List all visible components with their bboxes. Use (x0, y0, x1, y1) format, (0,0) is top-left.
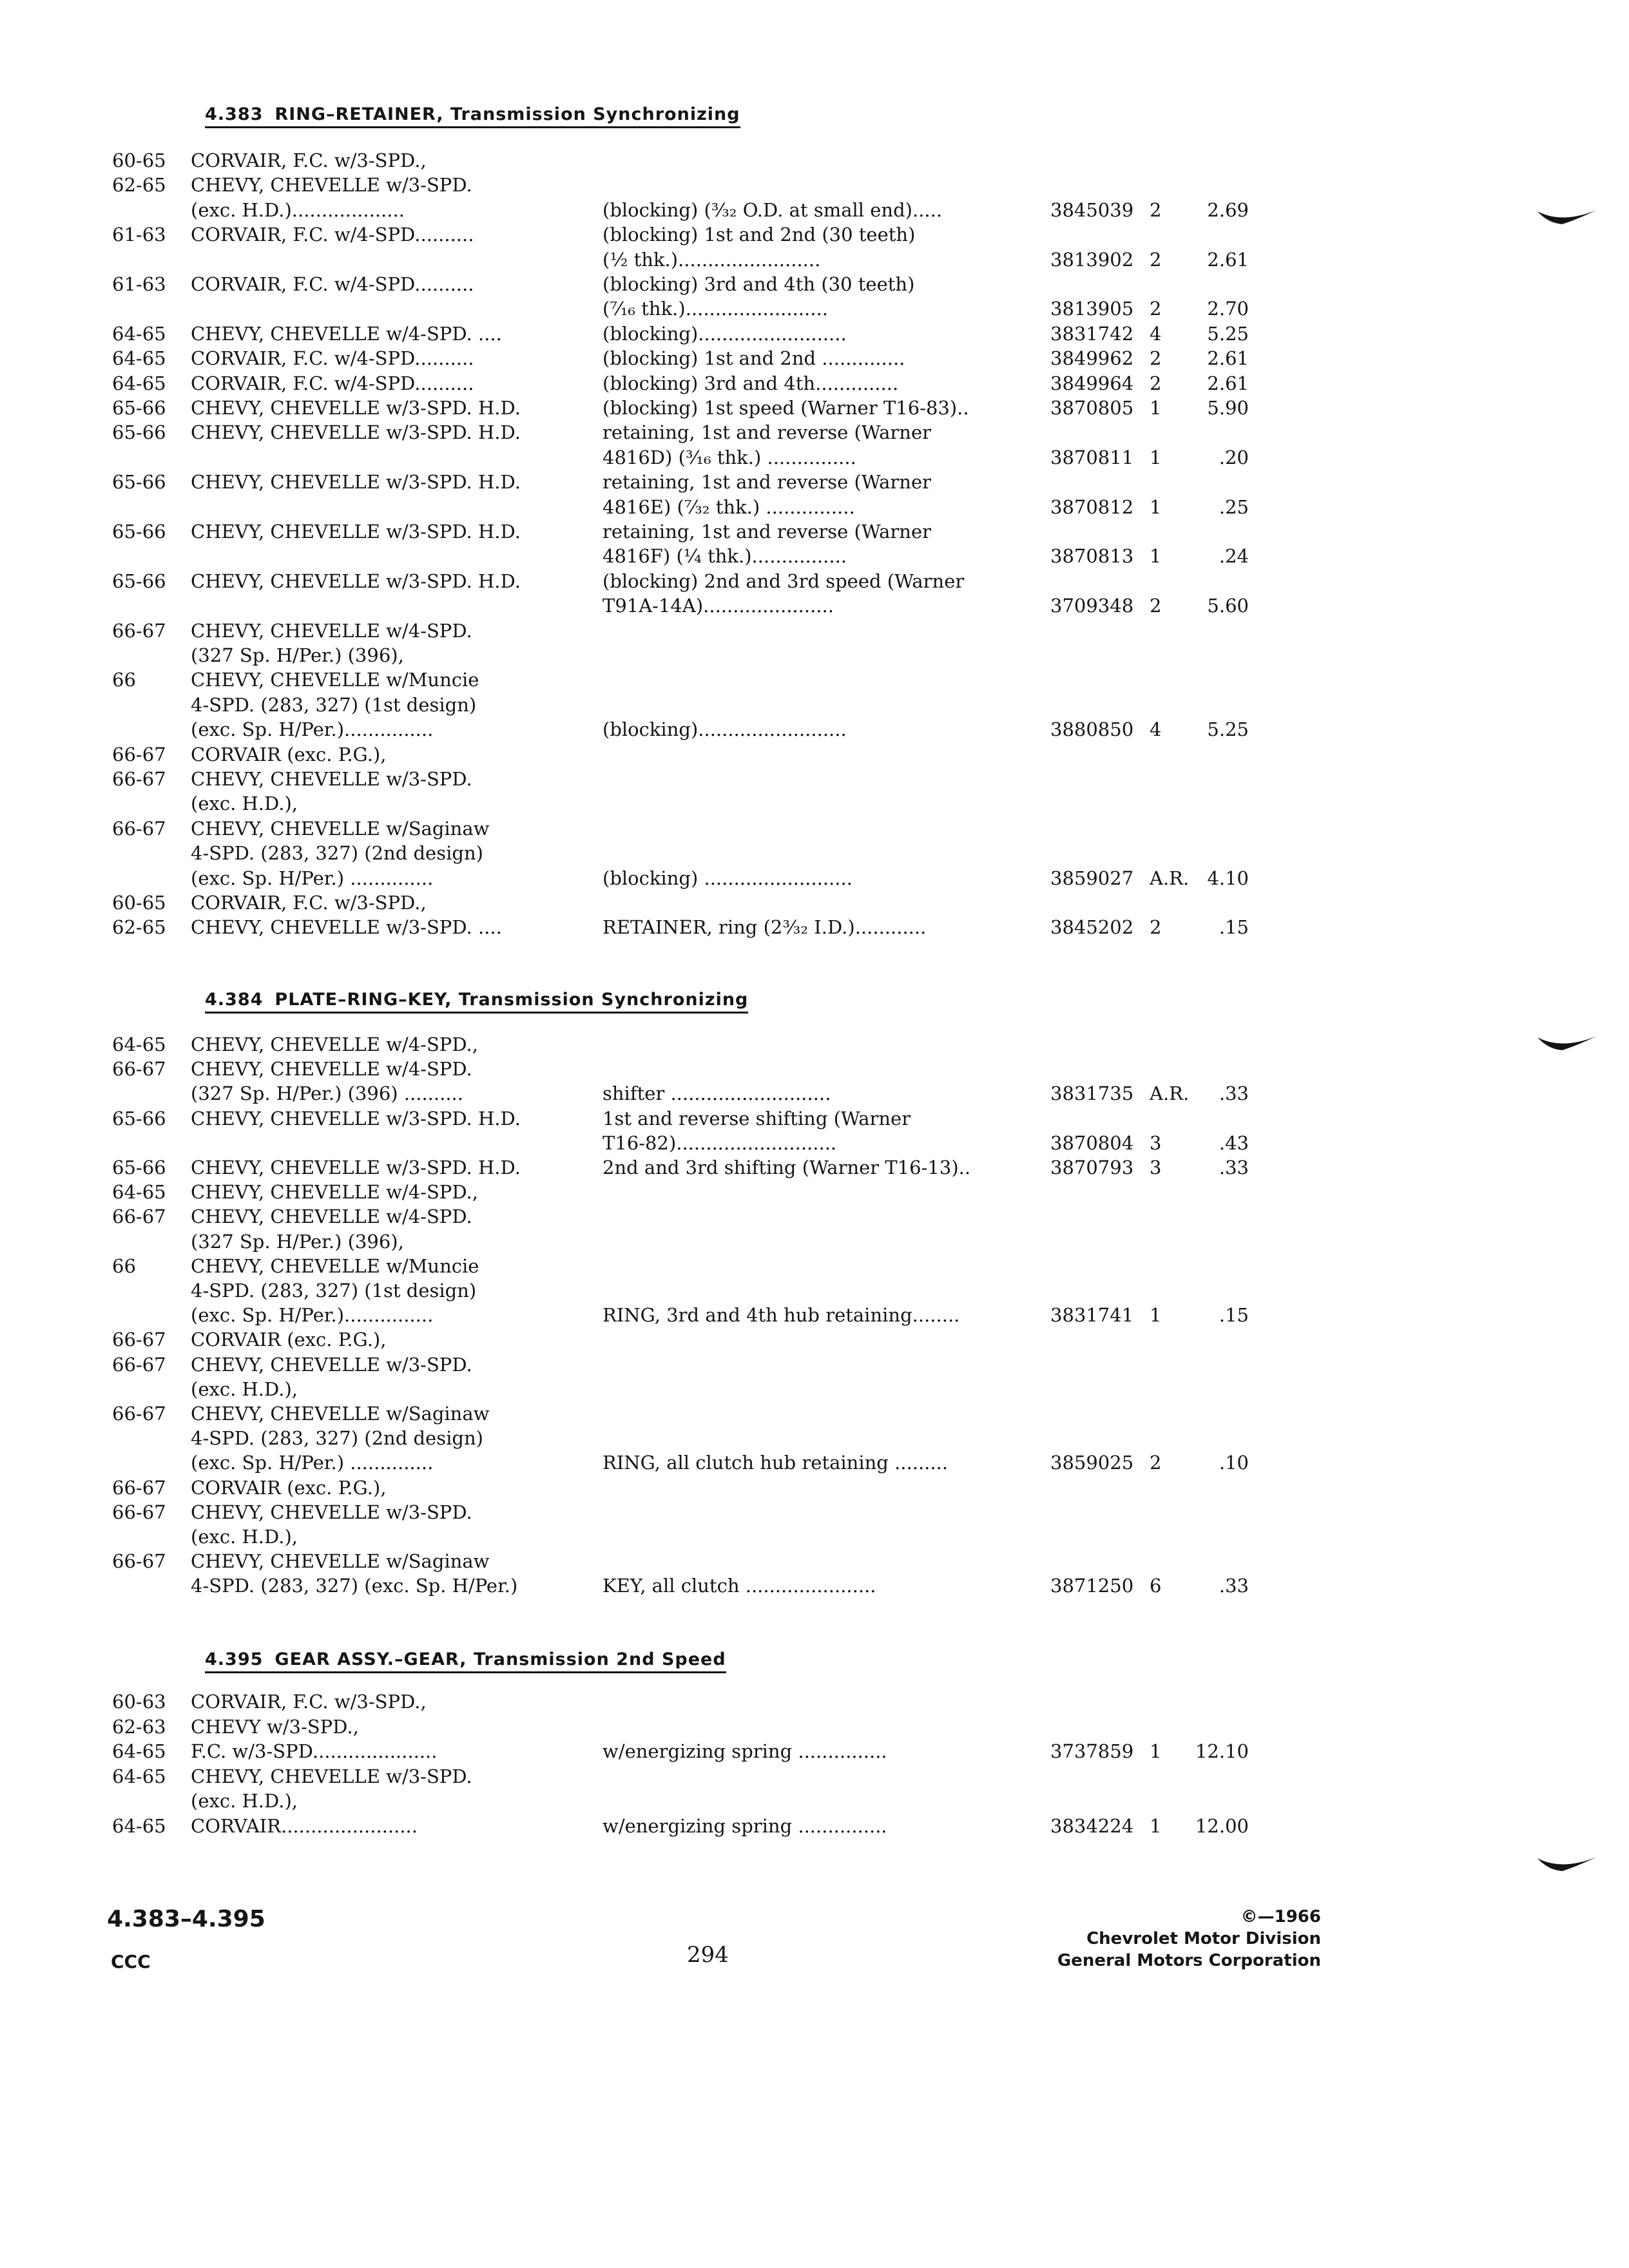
description: (blocking)......................... (602, 323, 847, 345)
description: w/energizing spring ............... (602, 1740, 887, 1762)
price: 2.61 (1207, 347, 1249, 369)
catalog-line (0, 668, 1249, 692)
price: .24 (1219, 545, 1249, 567)
section-heading-4-383 (205, 104, 740, 128)
quantity: 1 (1150, 496, 1162, 518)
catalog-line (0, 1032, 1249, 1057)
year: 64-65 (112, 1740, 166, 1762)
section-subtitle: Transmission 2nd Speed (473, 1649, 726, 1669)
model: CORVAIR, F.C. w/4-SPD.......... (191, 273, 474, 295)
catalog-line (0, 1739, 1249, 1763)
model: CHEVY, CHEVELLE w/Muncie (191, 669, 479, 691)
quantity: 2 (1150, 298, 1162, 320)
part-number: 3870793 (1050, 1157, 1134, 1178)
catalog-line (0, 767, 1249, 791)
binder-mark-1 (1536, 207, 1598, 227)
year: 65-66 (112, 471, 166, 493)
description: 4816F) (¼ thk.)................ (602, 545, 847, 567)
section-subtitle: Transmission Synchronizing (450, 104, 740, 124)
year: 62-63 (112, 1716, 166, 1738)
catalog-line (0, 693, 1249, 717)
model: CHEVY, CHEVELLE w/4-SPD. (191, 1058, 472, 1080)
quantity: 1 (1150, 397, 1162, 419)
quantity: 2 (1150, 199, 1162, 221)
catalog-line (0, 791, 1249, 816)
catalog-line (0, 742, 1249, 767)
description: KEY, all clutch ...................... (602, 1575, 876, 1597)
quantity: 6 (1150, 1575, 1162, 1597)
price: .33 (1219, 1575, 1249, 1597)
catalog-line (0, 1303, 1249, 1327)
quantity: 1 (1150, 545, 1162, 567)
model: CHEVY, CHEVELLE w/3-SPD. (191, 1501, 472, 1523)
price: 2.61 (1207, 249, 1249, 271)
catalog-line (0, 593, 1249, 618)
year: 64-65 (112, 347, 166, 369)
model: CORVAIR, F.C. w/3-SPD., (191, 149, 427, 171)
catalog-line (0, 1573, 1249, 1598)
section-title: PLATE–RING–KEY, (275, 990, 452, 1010)
price: .33 (1219, 1157, 1249, 1178)
year: 61-63 (112, 224, 166, 245)
part-number: 3831742 (1050, 323, 1134, 345)
price: 12.00 (1195, 1815, 1249, 1837)
description: RING, all clutch hub retaining ......... (602, 1452, 949, 1474)
model: CHEVY w/3-SPD., (191, 1716, 359, 1738)
catalog-line (0, 445, 1249, 470)
catalog-line (0, 1715, 1249, 1739)
model: (exc. H.D.), (191, 793, 298, 814)
description: RETAINER, ring (2³⁄₃₂ I.D.)............ (602, 916, 927, 938)
quantity: 4 (1150, 323, 1162, 345)
catalog-line (0, 371, 1249, 396)
description: 4816D) (³⁄₁₆ thk.) ............... (602, 447, 856, 468)
price: .15 (1219, 1304, 1249, 1326)
quantity: 1 (1150, 447, 1162, 468)
catalog-line (0, 222, 1249, 247)
part-number: 3813902 (1050, 249, 1134, 271)
model: CHEVY, CHEVELLE w/3-SPD. (191, 768, 472, 790)
description: T16-82)........................... (602, 1132, 837, 1154)
catalog-line (0, 148, 1249, 173)
year: 64-65 (112, 372, 166, 394)
model: (exc. Sp. H/Per.) .............. (191, 1452, 434, 1474)
price: 4.10 (1207, 867, 1249, 889)
model: CHEVY, CHEVELLE w/3-SPD. (191, 174, 472, 196)
price: 2.69 (1207, 199, 1249, 221)
description: (⁷⁄₁₆ thk.)........................ (602, 298, 828, 320)
section-title: GEAR ASSY.–GEAR, (275, 1649, 467, 1669)
year: 66 (112, 1255, 136, 1277)
model: CHEVY, CHEVELLE w/3-SPD. H.D. (191, 471, 521, 493)
catalog-line (0, 569, 1249, 593)
quantity: 1 (1150, 1740, 1162, 1762)
part-number: 3870812 (1050, 496, 1134, 518)
section-title: RING–RETAINER, (275, 104, 444, 124)
catalog-line (0, 816, 1249, 841)
model: CORVAIR, F.C. w/3-SPD., (191, 1691, 427, 1713)
model: F.C. w/3-SPD..................... (191, 1740, 438, 1762)
year: 66-67 (112, 1501, 166, 1523)
part-number: 3859027 (1050, 867, 1134, 889)
part-number: 3831735 (1050, 1082, 1134, 1104)
section-subtitle: Transmission Synchronizing (458, 990, 749, 1010)
price: 5.90 (1207, 397, 1249, 419)
catalog-line (0, 519, 1249, 544)
quantity: 2 (1150, 916, 1162, 938)
part-number: 3813905 (1050, 298, 1134, 320)
catalog-line (0, 1475, 1249, 1500)
year: 60-63 (112, 1691, 166, 1713)
year: 66-67 (112, 818, 166, 840)
model: CHEVY, CHEVELLE w/4-SPD., (191, 1181, 478, 1203)
year: 62-65 (112, 916, 166, 938)
quantity: A.R. (1150, 867, 1190, 889)
catalog-line (0, 1426, 1249, 1450)
description: retaining, 1st and reverse (Warner (602, 421, 931, 443)
part-number: 3870804 (1050, 1132, 1134, 1154)
footer-corporation: General Motors Corporation (1057, 1951, 1321, 1970)
quantity: 2 (1150, 1452, 1162, 1474)
description: (blocking) ......................... (602, 867, 853, 889)
price: .15 (1219, 916, 1249, 938)
description: 1st and reverse shifting (Warner (602, 1108, 911, 1129)
year: 66-67 (112, 744, 166, 765)
catalog-line (0, 1789, 1249, 1813)
catalog-line (0, 717, 1249, 742)
model: (exc. Sp. H/Per.)............... (191, 718, 434, 740)
price: .10 (1219, 1452, 1249, 1474)
model: CHEVY, CHEVELLE w/3-SPD. (191, 1765, 472, 1787)
catalog-line (0, 643, 1249, 668)
model: 4-SPD. (283, 327) (1st design) (191, 1280, 477, 1302)
description: RING, 3rd and 4th hub retaining........ (602, 1304, 960, 1326)
catalog-line (0, 420, 1249, 445)
year: 66-67 (112, 1058, 166, 1080)
model: (327 Sp. H/Per.) (396), (191, 644, 404, 666)
model: CHEVY, CHEVELLE w/Saginaw (191, 818, 490, 840)
description: w/energizing spring ............... (602, 1815, 887, 1837)
part-number: 3831741 (1050, 1304, 1134, 1326)
year: 66-67 (112, 768, 166, 790)
price: 5.25 (1207, 718, 1249, 740)
part-number: 3871250 (1050, 1575, 1134, 1597)
model: 4-SPD. (283, 327) (1st design) (191, 694, 477, 716)
model: CHEVY, CHEVELLE w/4-SPD. (191, 1206, 472, 1227)
footer-range: 4.383–4.395 (107, 1906, 265, 1932)
catalog-line (0, 1814, 1249, 1838)
description: (½ thk.)........................ (602, 249, 821, 271)
quantity: 1 (1150, 1815, 1162, 1837)
catalog-line (0, 470, 1249, 494)
catalog-line (0, 841, 1249, 865)
part-number: 3845202 (1050, 916, 1134, 938)
catalog-line (0, 1278, 1249, 1303)
model: CHEVY, CHEVELLE w/Saginaw (191, 1550, 490, 1572)
quantity: 4 (1150, 718, 1162, 740)
part-number: 3870805 (1050, 397, 1134, 419)
binder-mark-2 (1536, 1033, 1598, 1053)
part-number: 3834224 (1050, 1815, 1134, 1837)
catalog-line (0, 198, 1249, 222)
year: 60-65 (112, 149, 166, 171)
quantity: 3 (1150, 1157, 1162, 1178)
model: CHEVY, CHEVELLE w/Muncie (191, 1255, 479, 1277)
description: (blocking) 1st and 2nd (30 teeth) (602, 224, 916, 245)
price: 5.60 (1207, 595, 1249, 617)
model: CHEVY, CHEVELLE w/3-SPD. H.D. (191, 421, 521, 443)
model: CHEVY, CHEVELLE w/4-SPD. .... (191, 323, 502, 345)
model: CHEVY, CHEVELLE w/3-SPD. H.D. (191, 1108, 521, 1129)
year: 64-65 (112, 1033, 166, 1055)
catalog-line (0, 1254, 1249, 1278)
part-number: 3880850 (1050, 718, 1134, 740)
catalog-line (0, 396, 1249, 420)
catalog-line (0, 619, 1249, 643)
description: (blocking) 2nd and 3rd speed (Warner (602, 570, 965, 592)
catalog-line (0, 1450, 1249, 1475)
catalog-line (0, 1204, 1249, 1229)
model: (exc. H.D.)................... (191, 199, 405, 221)
price: .33 (1219, 1082, 1249, 1104)
part-number: 3870811 (1050, 447, 1134, 468)
description: (blocking) 1st and 2nd .............. (602, 347, 905, 369)
quantity: A.R. (1150, 1082, 1190, 1104)
quantity: 2 (1150, 249, 1162, 271)
section-number: 4.384 (205, 990, 264, 1010)
part-number: 3870813 (1050, 545, 1134, 567)
catalog-line (0, 890, 1249, 915)
description: retaining, 1st and reverse (Warner (602, 521, 931, 543)
catalog-line (0, 1549, 1249, 1573)
page-number: 294 (687, 1942, 729, 1968)
price: 2.70 (1207, 298, 1249, 320)
model: CORVAIR (exc. P.G.), (191, 744, 387, 765)
model: (exc. Sp. H/Per.) .............. (191, 867, 434, 889)
footer-copyright: ©—1966 (1240, 1907, 1321, 1927)
model: CHEVY, CHEVELLE w/3-SPD. H.D. (191, 521, 521, 543)
part-number: 3709348 (1050, 595, 1134, 617)
catalog-line (0, 1131, 1249, 1155)
model: CORVAIR (exc. P.G.), (191, 1477, 387, 1499)
model: (exc. H.D.), (191, 1378, 298, 1400)
catalog-line (0, 296, 1249, 321)
model: CHEVY, CHEVELLE w/4-SPD. (191, 620, 472, 642)
year: 66-67 (112, 1403, 166, 1425)
model: CHEVY, CHEVELLE w/3-SPD. H.D. (191, 397, 521, 419)
model: CHEVY, CHEVELLE w/Saginaw (191, 1403, 490, 1425)
catalog-line (0, 1155, 1249, 1180)
model: CORVAIR....................... (191, 1815, 418, 1837)
description: (blocking)......................... (602, 718, 847, 740)
model: (327 Sp. H/Per.) (396), (191, 1231, 404, 1253)
price: .25 (1219, 496, 1249, 518)
catalog-line (0, 1106, 1249, 1131)
price: .43 (1219, 1132, 1249, 1154)
year: 65-66 (112, 421, 166, 443)
year: 66 (112, 669, 136, 691)
part-number: 3849964 (1050, 372, 1134, 394)
part-number: 3737859 (1050, 1740, 1134, 1762)
year: 61-63 (112, 273, 166, 295)
year: 65-66 (112, 570, 166, 592)
model: 4-SPD. (283, 327) (2nd design) (191, 1427, 483, 1449)
year: 64-65 (112, 1815, 166, 1837)
price: 5.25 (1207, 323, 1249, 345)
description: (blocking) (³⁄₃₂ O.D. at small end)..... (602, 199, 943, 221)
year: 64-65 (112, 323, 166, 345)
model: (exc. H.D.), (191, 1790, 298, 1812)
year: 64-65 (112, 1765, 166, 1787)
quantity: 2 (1150, 347, 1162, 369)
year: 62-65 (112, 174, 166, 196)
catalog-line (0, 544, 1249, 568)
model: CHEVY, CHEVELLE w/3-SPD. .... (191, 916, 502, 938)
catalog-line (0, 1229, 1249, 1254)
year: 66-67 (112, 1329, 166, 1350)
catalog-line (0, 1327, 1249, 1352)
year: 65-66 (112, 1157, 166, 1178)
catalog-line (0, 247, 1249, 272)
part-number: 3849962 (1050, 347, 1134, 369)
quantity: 3 (1150, 1132, 1162, 1154)
model: 4-SPD. (283, 327) (exc. Sp. H/Per.) (191, 1575, 518, 1597)
description: retaining, 1st and reverse (Warner (602, 471, 931, 493)
footer-division: Chevrolet Motor Division (1086, 1929, 1321, 1948)
model: CORVAIR, F.C. w/3-SPD., (191, 892, 427, 914)
quantity: 1 (1150, 1304, 1162, 1326)
model: (exc. H.D.), (191, 1526, 298, 1548)
model: CHEVY, CHEVELLE w/3-SPD. H.D. (191, 570, 521, 592)
model: (exc. Sp. H/Per.)............... (191, 1304, 434, 1326)
description: (blocking) 3rd and 4th.............. (602, 372, 899, 394)
year: 66-67 (112, 1550, 166, 1572)
model: CORVAIR, F.C. w/4-SPD.......... (191, 372, 474, 394)
footer-code: CCC (111, 1951, 151, 1972)
quantity: 2 (1150, 372, 1162, 394)
model: CHEVY, CHEVELLE w/4-SPD., (191, 1033, 478, 1055)
model: CHEVY, CHEVELLE w/3-SPD. (191, 1354, 472, 1376)
section-number: 4.383 (205, 104, 264, 124)
year: 66-67 (112, 1354, 166, 1376)
year: 65-66 (112, 397, 166, 419)
catalog-line (0, 1401, 1249, 1426)
description: 2nd and 3rd shifting (Warner T16-13).. (602, 1157, 971, 1178)
year: 65-66 (112, 1108, 166, 1129)
price: 2.61 (1207, 372, 1249, 394)
price: 12.10 (1195, 1740, 1249, 1762)
catalog-line (0, 173, 1249, 197)
price: .20 (1219, 447, 1249, 468)
quantity: 2 (1150, 595, 1162, 617)
section-heading-4-384 (205, 990, 748, 1014)
binder-mark-3 (1536, 1854, 1598, 1874)
catalog-line (0, 322, 1249, 346)
part-number: 3859025 (1050, 1452, 1134, 1474)
year: 64-65 (112, 1181, 166, 1203)
year: 60-65 (112, 892, 166, 914)
description: (blocking) 3rd and 4th (30 teeth) (602, 273, 915, 295)
catalog-line (0, 1500, 1249, 1524)
model: 4-SPD. (283, 327) (2nd design) (191, 842, 483, 864)
catalog-line (0, 1057, 1249, 1081)
model: CORVAIR (exc. P.G.), (191, 1329, 387, 1350)
section-number: 4.395 (205, 1649, 264, 1669)
catalog-line (0, 866, 1249, 890)
catalog-line (0, 1764, 1249, 1789)
year: 66-67 (112, 1206, 166, 1227)
model: (327 Sp. H/Per.) (396) .......... (191, 1082, 463, 1104)
description: T91A-14A)...................... (602, 595, 834, 617)
catalog-line (0, 1377, 1249, 1401)
section-heading-4-395 (205, 1649, 726, 1673)
description: shifter ........................... (602, 1082, 831, 1104)
year: 66-67 (112, 620, 166, 642)
catalog-line (0, 915, 1249, 939)
catalog-line (0, 1689, 1249, 1714)
year: 65-66 (112, 521, 166, 543)
model: CORVAIR, F.C. w/4-SPD.......... (191, 347, 474, 369)
part-number: 3845039 (1050, 199, 1134, 221)
catalog-line (0, 1081, 1249, 1106)
catalog-line (0, 1180, 1249, 1204)
catalog-line (0, 495, 1249, 519)
catalog-line (0, 1524, 1249, 1549)
catalog-line (0, 346, 1249, 370)
description: (blocking) 1st speed (Warner T16-83).. (602, 397, 969, 419)
catalog-line (0, 1352, 1249, 1377)
catalog-line (0, 272, 1249, 296)
model: CORVAIR, F.C. w/4-SPD.......... (191, 224, 474, 245)
year: 66-67 (112, 1477, 166, 1499)
description: 4816E) (⁷⁄₃₂ thk.) ............... (602, 496, 855, 518)
model: CHEVY, CHEVELLE w/3-SPD. H.D. (191, 1157, 521, 1178)
